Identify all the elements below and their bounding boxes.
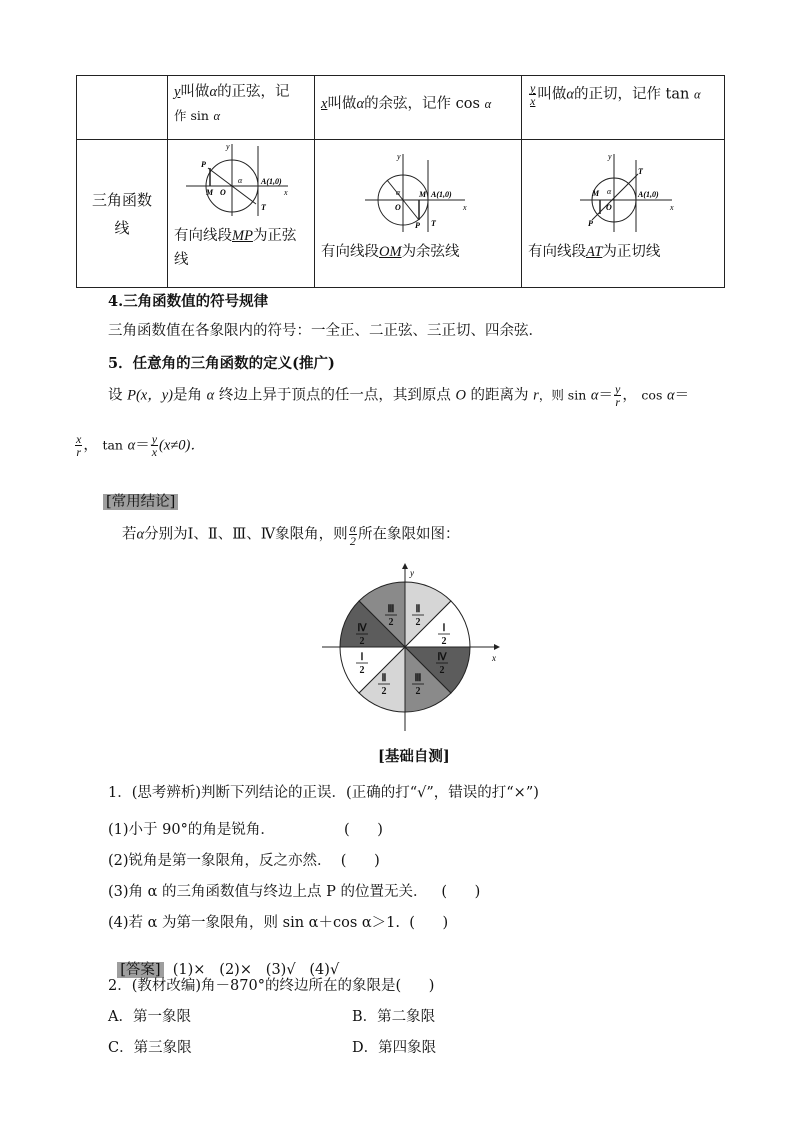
row-label-trig-lines: 三角函数线 [77,140,168,288]
svg-text:O: O [220,188,226,197]
option-b: B．第二象限 [352,1009,436,1025]
section4-text: 三角函数值在各象限内的符号：一全正、二正弦、三正切、四余弦． [108,323,543,339]
svg-text:x: x [284,188,288,197]
svg-text:x: x [492,653,496,663]
selftest-answer: [答案] (1)× (2)× (3)√ (4)√ [108,942,339,979]
svg-text:Ⅰ: Ⅰ [360,652,364,663]
svg-text:P: P [588,219,593,228]
svg-text:A(1,0): A(1,0) [431,190,452,199]
tan-fraction: $\frac{y}{x}$ [530,81,536,108]
svg-text:Ⅱ: Ⅱ [381,673,387,684]
svg-text:2: 2 [441,636,447,647]
option-d: D．第四象限 [352,1040,437,1056]
svg-text:M: M [592,189,600,198]
common-conclusion-tag: [常用结论] [103,490,178,511]
selftest-item-3: (3)角 α 的三角函数值与终边上点 P 的位置无关． ( ) [108,884,481,900]
section5-definition-cont: $\frac{x}{r}$ ， tan α＝ $\frac{y}{x}$ (x≠0)． [76,432,205,459]
svg-text:A(1,0): A(1,0) [261,177,282,186]
table-cell-sin-line: y x P M O α A(1,0) T 有向线段MP为正弦线 [168,140,315,288]
half-angle-quadrant-diagram [318,563,508,735]
svg-text:Ⅲ: Ⅲ [414,673,422,684]
svg-text:P: P [201,160,206,169]
svg-text:2: 2 [388,617,394,628]
table-cell-tan-def: $\frac{y}{x}$ 叫做α的正切，记作 tan α [522,76,725,140]
svg-text:P: P [415,221,420,230]
svg-text:y: y [410,568,414,578]
svg-text:Ⅱ: Ⅱ [415,604,421,615]
svg-text:y: y [397,152,401,161]
sine-line-diagram [168,140,314,220]
table-cell-tan-line: y x M O α A(1,0) T P 有向线段AT为正切线 [522,140,725,288]
trig-table [76,75,725,288]
svg-text:T: T [638,167,643,176]
selftest-item-1: (1)小于 90°的角是锐角． ( ) [108,822,383,838]
table-cell-cos-def: x叫做α的余弦，记作 cos α [315,76,522,140]
svg-text:y: y [608,152,612,161]
svg-text:T: T [431,219,436,228]
cosine-line-diagram [315,140,521,234]
svg-text:2: 2 [415,686,421,697]
section4-title: 4.三角函数值的符号规律 [108,293,269,310]
svg-text:Ⅰ: Ⅰ [442,623,446,634]
svg-text:2: 2 [359,665,365,676]
section5-definition: 设 P(x，y)是角 α 终边上异于顶点的任一点，其到原点 O 的距离为 r，则 sin α＝ $\frac{y}{r}$ ， cos α＝ [108,382,690,409]
svg-text:T: T [261,203,266,212]
svg-text:Ⅲ: Ⅲ [387,604,395,615]
svg-text:α: α [396,188,401,197]
svg-text:2: 2 [439,665,445,676]
section5-title: 5．任意角的三角函数的定义(推广) [108,355,335,372]
svg-text:α: α [607,187,612,196]
selftest-item-2: (2)锐角是第一象限角，反之亦然． ( ) [108,853,380,869]
svg-text:x: x [463,203,467,212]
svg-text:M: M [206,188,214,197]
svg-text:O: O [395,203,401,212]
tangent-line-diagram [522,140,724,234]
svg-text:O: O [606,203,612,212]
svg-text:x: x [670,203,674,212]
svg-text:Ⅳ: Ⅳ [437,652,447,663]
selftest-q1: 1．(思考辨析)判断下列结论的正误．(正确的打“√”，错误的打“×”) [108,785,539,801]
svg-text:2: 2 [415,617,421,628]
selftest-item-4: (4)若 α 为第一象限角，则 sin α＋cos α＞1. ( ) [108,915,449,931]
svg-text:y: y [226,142,230,151]
table-cell-empty [77,76,168,140]
svg-text:M: M [419,190,427,199]
selftest-title: [基础自测] [378,748,450,765]
svg-text:α: α [238,176,243,185]
svg-text:A(1,0): A(1,0) [638,190,659,199]
svg-text:Ⅳ: Ⅳ [357,623,367,634]
common-conclusion-text: 若α分别为Ⅰ、Ⅱ、Ⅲ、Ⅳ象限角，则 $\frac{\alpha}{2}$ 所在象限如图： [122,521,460,548]
selftest-q2: 2．(教材改编)角－870°的终边所在的象限是( ) [108,978,435,994]
table-cell-sin-def: y叫做α的正弦，记 作 sin α [168,76,315,140]
svg-text:2: 2 [381,686,387,697]
table-cell-cos-line: y x M O α A(1,0) P T 有向线段OM为余弦线 [315,140,522,288]
option-a: A．第一象限 [108,1009,191,1025]
svg-text:2: 2 [359,636,365,647]
option-c: C．第三象限 [108,1040,192,1056]
